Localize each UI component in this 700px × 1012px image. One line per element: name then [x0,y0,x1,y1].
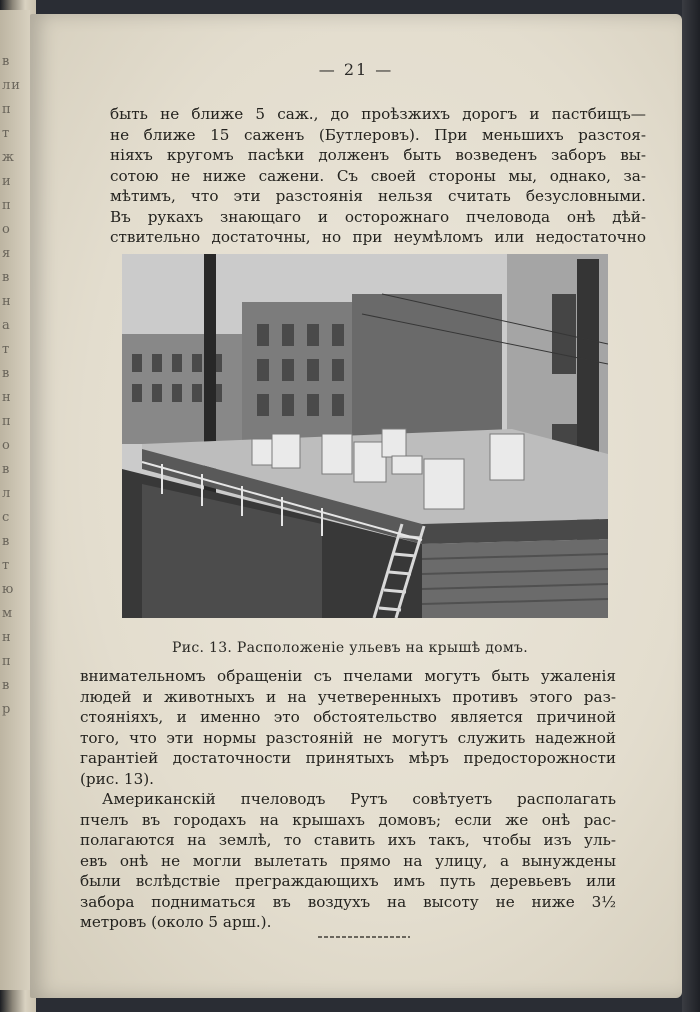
text-line: того, что эти нормы разстояній не могутъ служить надежной [80,728,616,747]
rooftop-beehives-illustration [122,254,608,618]
text-line: Американскій пчеловодъ Рутъ совѣтуетъ располагать [102,790,616,808]
text-line: пчелъ въ городахъ на крышахъ домовъ; если же онѣ рас- [80,810,616,829]
text-line: забора подниматься въ воздухъ на высоту не ниже 3½ [80,892,616,911]
text-line: не ближе 15 саженъ (Бутлеровъ). При меньшихъ разстоя- [110,125,646,144]
book-cover-edge [682,0,700,1012]
figure-caption: Рис. 13. Расположеніе ульевъ на крышѣ домъ. [172,640,528,656]
text-line: ствительно достаточны, но при неумѣломъ или недостаточно [110,228,646,246]
figure-13-photo [122,254,608,618]
text-line: людей и животныхъ и на учетверенныхъ противъ этого раз- [80,687,616,706]
text-line: метровъ (около 5 арш.). [80,913,272,931]
text-line: полагаются на землѣ, то ставить ихъ такъ, чтобы изъ уль- [80,831,616,849]
bottom-text [80,666,616,933]
text-line: быть не ближе 5 саж., до проѣзжихъ дорогъ и пастбищъ— [110,105,646,123]
previous-page-edge [0,10,30,990]
previous-page-fragment-glyphs: в ли п т ж и п о я в н а т в н п о в л с в т ю м н п в р [2,54,21,717]
text-line: сотою не ниже сажени. Съ своей стороны мы, однако, за- [110,166,646,185]
section-divider [318,936,410,938]
text-line: (рис. 13). [80,769,155,788]
text-line: были вслѣдствіе преграждающихъ имъ путь деревьевъ или [80,872,616,890]
text-line: внимательномъ обращеніи съ пчелами могутъ быть ужаленія [80,667,616,685]
text-line: стояніяхъ, и именно это обстоятельство является причиной [80,708,616,726]
text-line: ніяхъ кругомъ пасѣки долженъ быть возведенъ заборъ вы- [110,146,646,164]
text-line: евъ онѣ не могли вылетать прямо на улицу, а вынуждены [80,851,616,870]
text-line: Въ рукахъ знающаго и осторожнаго пчеловода онѣ дѣй- [110,207,646,226]
text-line: мѣтимъ, что эти разстоянія нельзя считать безусловными. [110,187,646,205]
page-number: — 21 — [318,60,394,79]
text-line: гарантіей достаточности принятыхъ мѣръ предосторожности [80,749,616,767]
top-paragraph [110,104,646,248]
